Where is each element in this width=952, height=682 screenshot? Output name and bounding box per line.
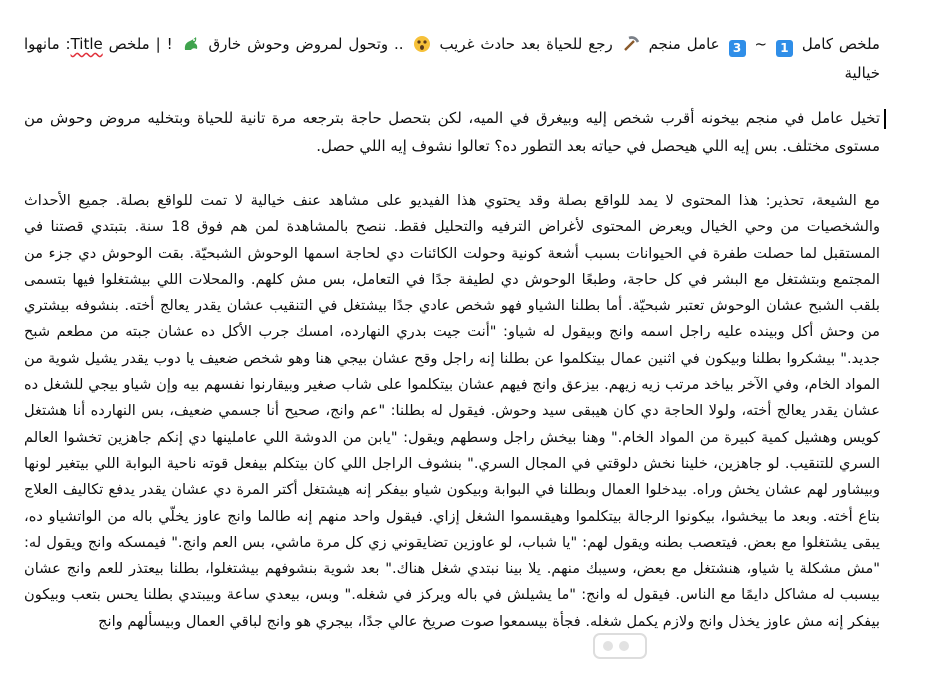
title-part-genre: : مانهوا خيالية <box>24 35 880 82</box>
title-separator: ~ <box>754 35 768 53</box>
title-part-tamer: .. وتحول لمروض وحوش خارق <box>208 35 404 53</box>
dragon-icon <box>182 35 200 61</box>
title-part-miner: عامل منجم <box>648 35 720 53</box>
title-part-label: ! | ملخص <box>108 35 173 53</box>
document-content <box>24 32 880 635</box>
intro-text: تخيل عامل في منجم بيخونه أقرب شخص إليه وبيغرق في الميه، لكن بتحصل حاجة بترجعه مرة تانية للحياة وبتخليه مروض وحوش من مستوى مختلف. بس إيه اللي هيحصل في حياته بعد التطور ده؟ تعالوا نشوف إيه اللي حصل. <box>24 109 880 155</box>
keycap-three-icon: 3 <box>729 40 746 57</box>
title-keyword: Title <box>70 35 103 53</box>
keycap-one-icon: 1 <box>776 40 793 57</box>
pickaxe-icon <box>622 35 640 61</box>
body-text: مع الشيعة، تحذير: هذا المحتوى لا يمد للواقع بصلة وقد يحتوي هذا الفيديو على مشاهد عنف خيالية لا تمت للواقع بصلة. جميع الأحداث والشخصيات من وحي الخيال ويعرض المحتوى لأغراض الترفيه والتحليل فقط. ننصح بالمشاهدة لمن هم فوق 18 سنة. بتبتدي قصتنا في المستقبل لما حصلت طفرة في الحيوانات بسبب أشعة كونية وحولت الكائنات دي لحاجة اسمها الوحوش الشبحيّة. بقت الوحوش دي جزء من المجتمع وبتشتغل مع البشر في كل حاجة، وطبعًا الوحوش دي لطيفة جدًا في التعامل، بس مش كلهم. والمحلات اللي بيشتغلوا فيها بتسمى بلقب الشبح عشان الوحوش تعتبر شبحيّة. أما بطلنا الشياو فهو شخص عادي جدًا بيشتغل في التنقيب عشان يقدر يعالج أخته. بنشوفه بيشتري من وحش أكل وبينده عليه راجل اسمه وانج وبيقول له شياو: "أنت جيت بدري النهارده، امسك جرب الأكل ده عشان جبته من مطعم شبح جديد." بيشكروا بطلنا وبيكون في اثنين عمال بيتكلموا عن بطلنا إنه راجل وقح عشان بيجي هنا وهو شخص ضعيف يا دوب يقدر يشيل شوية من المواد الخام، وفي الآخر بياخد مرتب زيه زيهم. بيزعق وانج فيهم عشان بيتكلموا على شاب صغير وبيقارنوا نفسهم بيه وإن شياو بيجي للشغل ده عشان يقدر يعالج أخته، ولولا الحاجة دي كان هيبقى سيد وحوش. فيقول له بطلنا: "عم وانج، صحيح أنا جسمي ضعيف، بس النهارده أنا هشتغل كويس وهشيل كمية كبيرة من المواد الخام." وهنا بيخش راجل وسطهم ويقول: "يابن من الدوشة اللي عاملينها دي إنكم جاهزين تخشوا العالم السري للتنقيب. لو جاهزين، خلينا نخش دلوقتي في المجال السري." بنشوف الراجل اللي كان بيتكلم بيفعل قوته ناحية البوابة اللي بيتغير لونها وبيشاور لهم عشان يخش وراه. بيدخلوا العمال وبطلنا في البوابة وبيكون شياو بيفكر إنه هيشتغل أكتر المرة دي عشان يقدر يدفع تكاليف العلاج بتاع أخته. وبعد ما بيخشوا، بيكونوا الرجالة بيتكلموا وهيقسموا الشغل إزاي. فيقول واحد منهم إنه طالما وانج عاوز يخلّي باله من الواتشياو ده، يبقى يشتغلوا مع بعض. فيتعصب بطنه ويقول لهم: "يا شباب، لو عاوزين تضايقوني زي كل مرة ماشي، بس العم وانج." فيمسكه وانج ويقول له: "مش مشكلة يا شياو، هنشتغل مع بعض، وسيبك منهم. يلا بينا نبتدي شغل هناك." بعد شوية بنشوفهم بيشتغلوا، بطلنا بيعتذر للعم وانج عشان بيسبب له مشاكل دايمًا مع الناس. فيقول له وانج: "ما يشيلش في باله ويركز في شغله." وبس، بيعدي ساعة وبيبتدي بطلنا يحس بتعب وبيكون بيفكر إنه مش عاوز يخذل وانج ولازم يكمل شغله. فجأة بيسمعوا صوت صريخ عالي جدًا، بيجري هو وانج لباقي العمال وبيسألهم وانج <box>24 192 880 630</box>
title-part-summary: ملخص كامل <box>801 35 880 53</box>
body-paragraph[interactable] <box>24 188 880 635</box>
watermark-logo <box>590 628 650 664</box>
document-title-line <box>24 32 880 86</box>
text-cursor <box>884 109 886 129</box>
astonished-face-icon <box>413 35 431 61</box>
title-part-revive: رجع للحياة بعد حادث غريب <box>439 35 613 53</box>
intro-paragraph[interactable] <box>24 104 880 160</box>
